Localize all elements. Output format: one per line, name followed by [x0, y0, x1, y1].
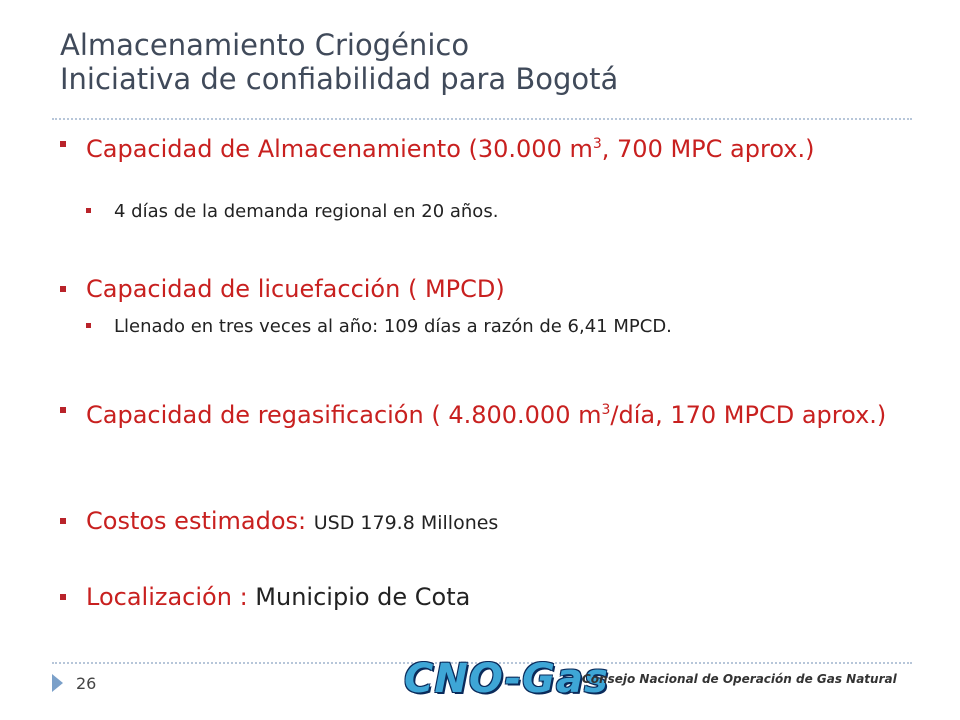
bullet-square-icon [60, 594, 66, 600]
bullet-storage-sub [86, 200, 946, 224]
title-line-2: Iniciativa de confiabilidad para Bogotá [60, 62, 619, 96]
bullet-location [60, 581, 920, 613]
sub-bullet-square-icon [86, 323, 91, 328]
liquefaction-text: Capacidad de licuefacción ( MPCD) [86, 275, 505, 303]
storage-suffix: , 700 MPC aprox.) [601, 135, 815, 163]
liquefaction-sub-text: Llenado en tres veces al año: 109 días a razón de 6,41 MPCD. [114, 316, 672, 337]
bullet-square-icon [60, 141, 66, 147]
bullet-liquefaction-sub [86, 315, 946, 339]
page-number: 26 [76, 674, 97, 693]
bullet-storage [60, 128, 920, 165]
bullet-liquefaction [60, 273, 920, 305]
bullet-costs [60, 505, 920, 539]
regas-suffix: /día, 170 MPCD aprox.) [610, 401, 887, 429]
bullet-regasification [60, 394, 920, 431]
storage-text: Capacidad de Almacenamiento (30.000 m [86, 135, 593, 163]
location-value: Municipio de Cota [255, 583, 471, 611]
cno-gas-logo: CNO-Gas [404, 656, 609, 702]
footer-triangle-icon [52, 674, 63, 692]
top-divider [52, 118, 912, 120]
regas-text: Capacidad de regasificación ( 4.800.000 m [86, 401, 602, 429]
bullet-square-icon [60, 407, 66, 413]
storage-sup: 3 [592, 136, 602, 152]
costs-value: USD 179.8 Millones [313, 512, 499, 534]
sub-bullet-square-icon [86, 208, 91, 213]
costs-label: Costos estimados: [86, 507, 307, 535]
footer-organization: Consejo Nacional de Operación de Gas Natural [582, 672, 897, 686]
bullet-square-icon [60, 286, 66, 292]
storage-sub-text: 4 días de la demanda regional en 20 años. [114, 201, 499, 222]
slide-title [60, 28, 618, 96]
title-line-1: Almacenamiento Criogénico [60, 28, 470, 62]
regas-sup: 3 [601, 402, 611, 418]
location-label: Localización : [86, 583, 248, 611]
bullet-square-icon [60, 518, 66, 524]
